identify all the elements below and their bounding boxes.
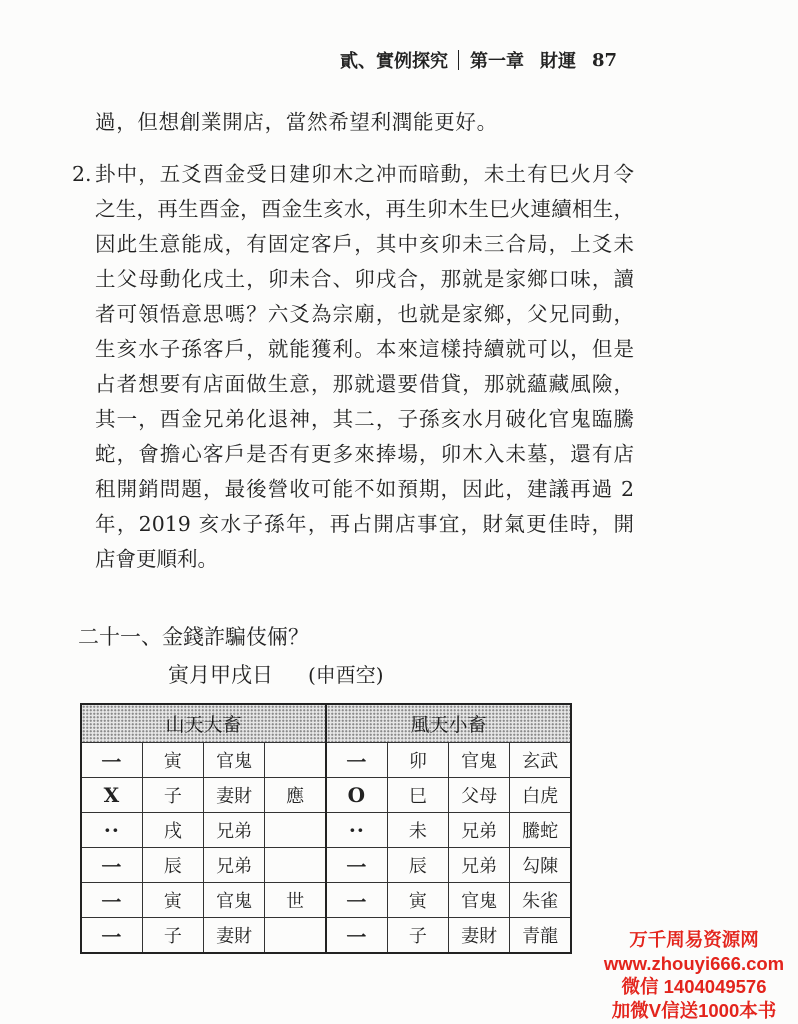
- six-spirit: 朱雀: [510, 883, 571, 918]
- paragraph-line: 租開銷問題，最後營收可能不如預期，因此，建議再過 2: [95, 477, 634, 501]
- paragraph-line: 生亥水子孫客戶，就能獲利。本來這樣持續就可以，但是: [95, 337, 634, 361]
- changed-yao-mark: O: [326, 778, 387, 813]
- changed-yao-mark: 一: [326, 743, 387, 778]
- paragraph-line: 之生，再生酉金，酉金生亥水，再生卯木生巳火連續相生，: [95, 197, 634, 221]
- original-yao-mark: 一: [81, 848, 142, 883]
- changed-hexagram-name: 風天小畜: [326, 704, 571, 743]
- part-title: 貳、實例探究: [340, 51, 448, 72]
- hexagram-row: [81, 743, 571, 778]
- hexagram-row: [81, 813, 571, 848]
- page-number: 87: [592, 49, 618, 71]
- original-yao-mark: 一: [81, 918, 142, 954]
- world-response-marker: [265, 743, 326, 778]
- six-spirit: 騰蛇: [510, 813, 571, 848]
- six-spirit: 青龍: [510, 918, 571, 954]
- changed-branch: 辰: [387, 848, 448, 883]
- hexagram-row: [81, 883, 571, 918]
- paragraph-line: 土父母動化戌土，卯未合、卯戌合，那就是家鄉口味，讀: [95, 267, 634, 291]
- watermark-wechat: 微信 1404049576: [621, 976, 767, 997]
- changed-relative: 官鬼: [449, 743, 510, 778]
- watermark-promo: 加微V信送1000本书: [611, 999, 777, 1021]
- chapter-label: 第一章: [470, 51, 524, 72]
- world-response-marker: [265, 848, 326, 883]
- divination-date: 寅月甲戌日: [168, 663, 273, 687]
- changed-relative: 妻財: [449, 918, 510, 954]
- original-branch: 寅: [142, 883, 203, 918]
- original-relative: 兄弟: [204, 813, 265, 848]
- changed-branch: 寅: [387, 883, 448, 918]
- case-heading: 二十一、金錢詐騙伎倆？: [78, 625, 309, 649]
- hexagram-row: [81, 848, 571, 883]
- original-yao-mark: 一: [81, 743, 142, 778]
- hexagram-header-row: [81, 704, 571, 743]
- world-response-marker: [265, 813, 326, 848]
- paragraph-line: 年，2019 亥水子孫年，再占開店事宜，財氣更佳時，開: [95, 512, 634, 536]
- changed-relative: 官鬼: [449, 883, 510, 918]
- watermark-site-name: 万千周易资源网: [629, 929, 759, 950]
- original-branch: 子: [142, 918, 203, 954]
- original-relative: 妻財: [204, 778, 265, 813]
- watermark-url: www.zhouyi666.com: [603, 952, 785, 974]
- original-yao-mark: X: [81, 778, 142, 813]
- item-number: 2.: [72, 162, 92, 186]
- original-yao-mark: ··: [81, 813, 142, 848]
- hexagram-row: [81, 778, 571, 813]
- original-branch: 寅: [142, 743, 203, 778]
- paragraph-line: 店會更順利。: [95, 547, 218, 571]
- changed-branch: 子: [387, 918, 448, 954]
- changed-branch: 未: [387, 813, 448, 848]
- hexagram-row: [81, 918, 571, 954]
- paragraph-line: 其一，酉金兄弟化退神，其二，子孫亥水月破化官鬼臨騰: [95, 407, 634, 431]
- changed-branch: 卯: [387, 743, 448, 778]
- hexagram-table: [80, 703, 572, 954]
- original-branch: 辰: [142, 848, 203, 883]
- header-divider: [458, 50, 459, 70]
- original-hexagram-name: 山天大畜: [81, 704, 326, 743]
- paragraph-line: 卦中，五爻酉金受日建卯木之冲而暗動，未土有巳火月令: [95, 162, 634, 186]
- changed-relative: 兄弟: [449, 848, 510, 883]
- world-response-marker: [265, 918, 326, 954]
- paragraph-line: 蛇，會擔心客戶是否有更多來捧場，卯木入未墓，還有店: [95, 442, 634, 466]
- list-item-2: [72, 157, 634, 577]
- changed-branch: 巳: [387, 778, 448, 813]
- changed-relative: 兄弟: [449, 813, 510, 848]
- original-branch: 子: [142, 778, 203, 813]
- six-spirit: 勾陳: [510, 848, 571, 883]
- changed-yao-mark: 一: [326, 918, 387, 954]
- paragraph-line: 占者想要有店面做生意，那就還要借貸，那就蘊藏風險，: [95, 372, 634, 396]
- changed-yao-mark: 一: [326, 883, 387, 918]
- original-relative: 官鬼: [204, 883, 265, 918]
- world-response-marker: 世: [265, 883, 326, 918]
- paragraph-continuation: 過，但想創業開店，當然希望利潤能更好。: [95, 110, 498, 134]
- six-spirit: 玄武: [510, 743, 571, 778]
- original-branch: 戌: [142, 813, 203, 848]
- world-response-marker: 應: [265, 778, 326, 813]
- original-yao-mark: 一: [81, 883, 142, 918]
- changed-relative: 父母: [449, 778, 510, 813]
- original-relative: 妻財: [204, 918, 265, 954]
- changed-yao-mark: ··: [326, 813, 387, 848]
- chapter-title: 財運: [540, 51, 576, 72]
- paragraph-line: 者可領悟意思嗎？六爻為宗廟，也就是家鄉，父兄同動，: [95, 302, 634, 326]
- running-header: [340, 48, 617, 72]
- six-spirit: 白虎: [510, 778, 571, 813]
- original-relative: 官鬼: [204, 743, 265, 778]
- original-relative: 兄弟: [204, 848, 265, 883]
- watermark: [594, 928, 794, 1022]
- void-branches: (申酉空): [308, 663, 384, 687]
- changed-yao-mark: 一: [326, 848, 387, 883]
- paragraph-line: 因此生意能成，有固定客戶，其中亥卯未三合局，上爻未: [95, 232, 634, 256]
